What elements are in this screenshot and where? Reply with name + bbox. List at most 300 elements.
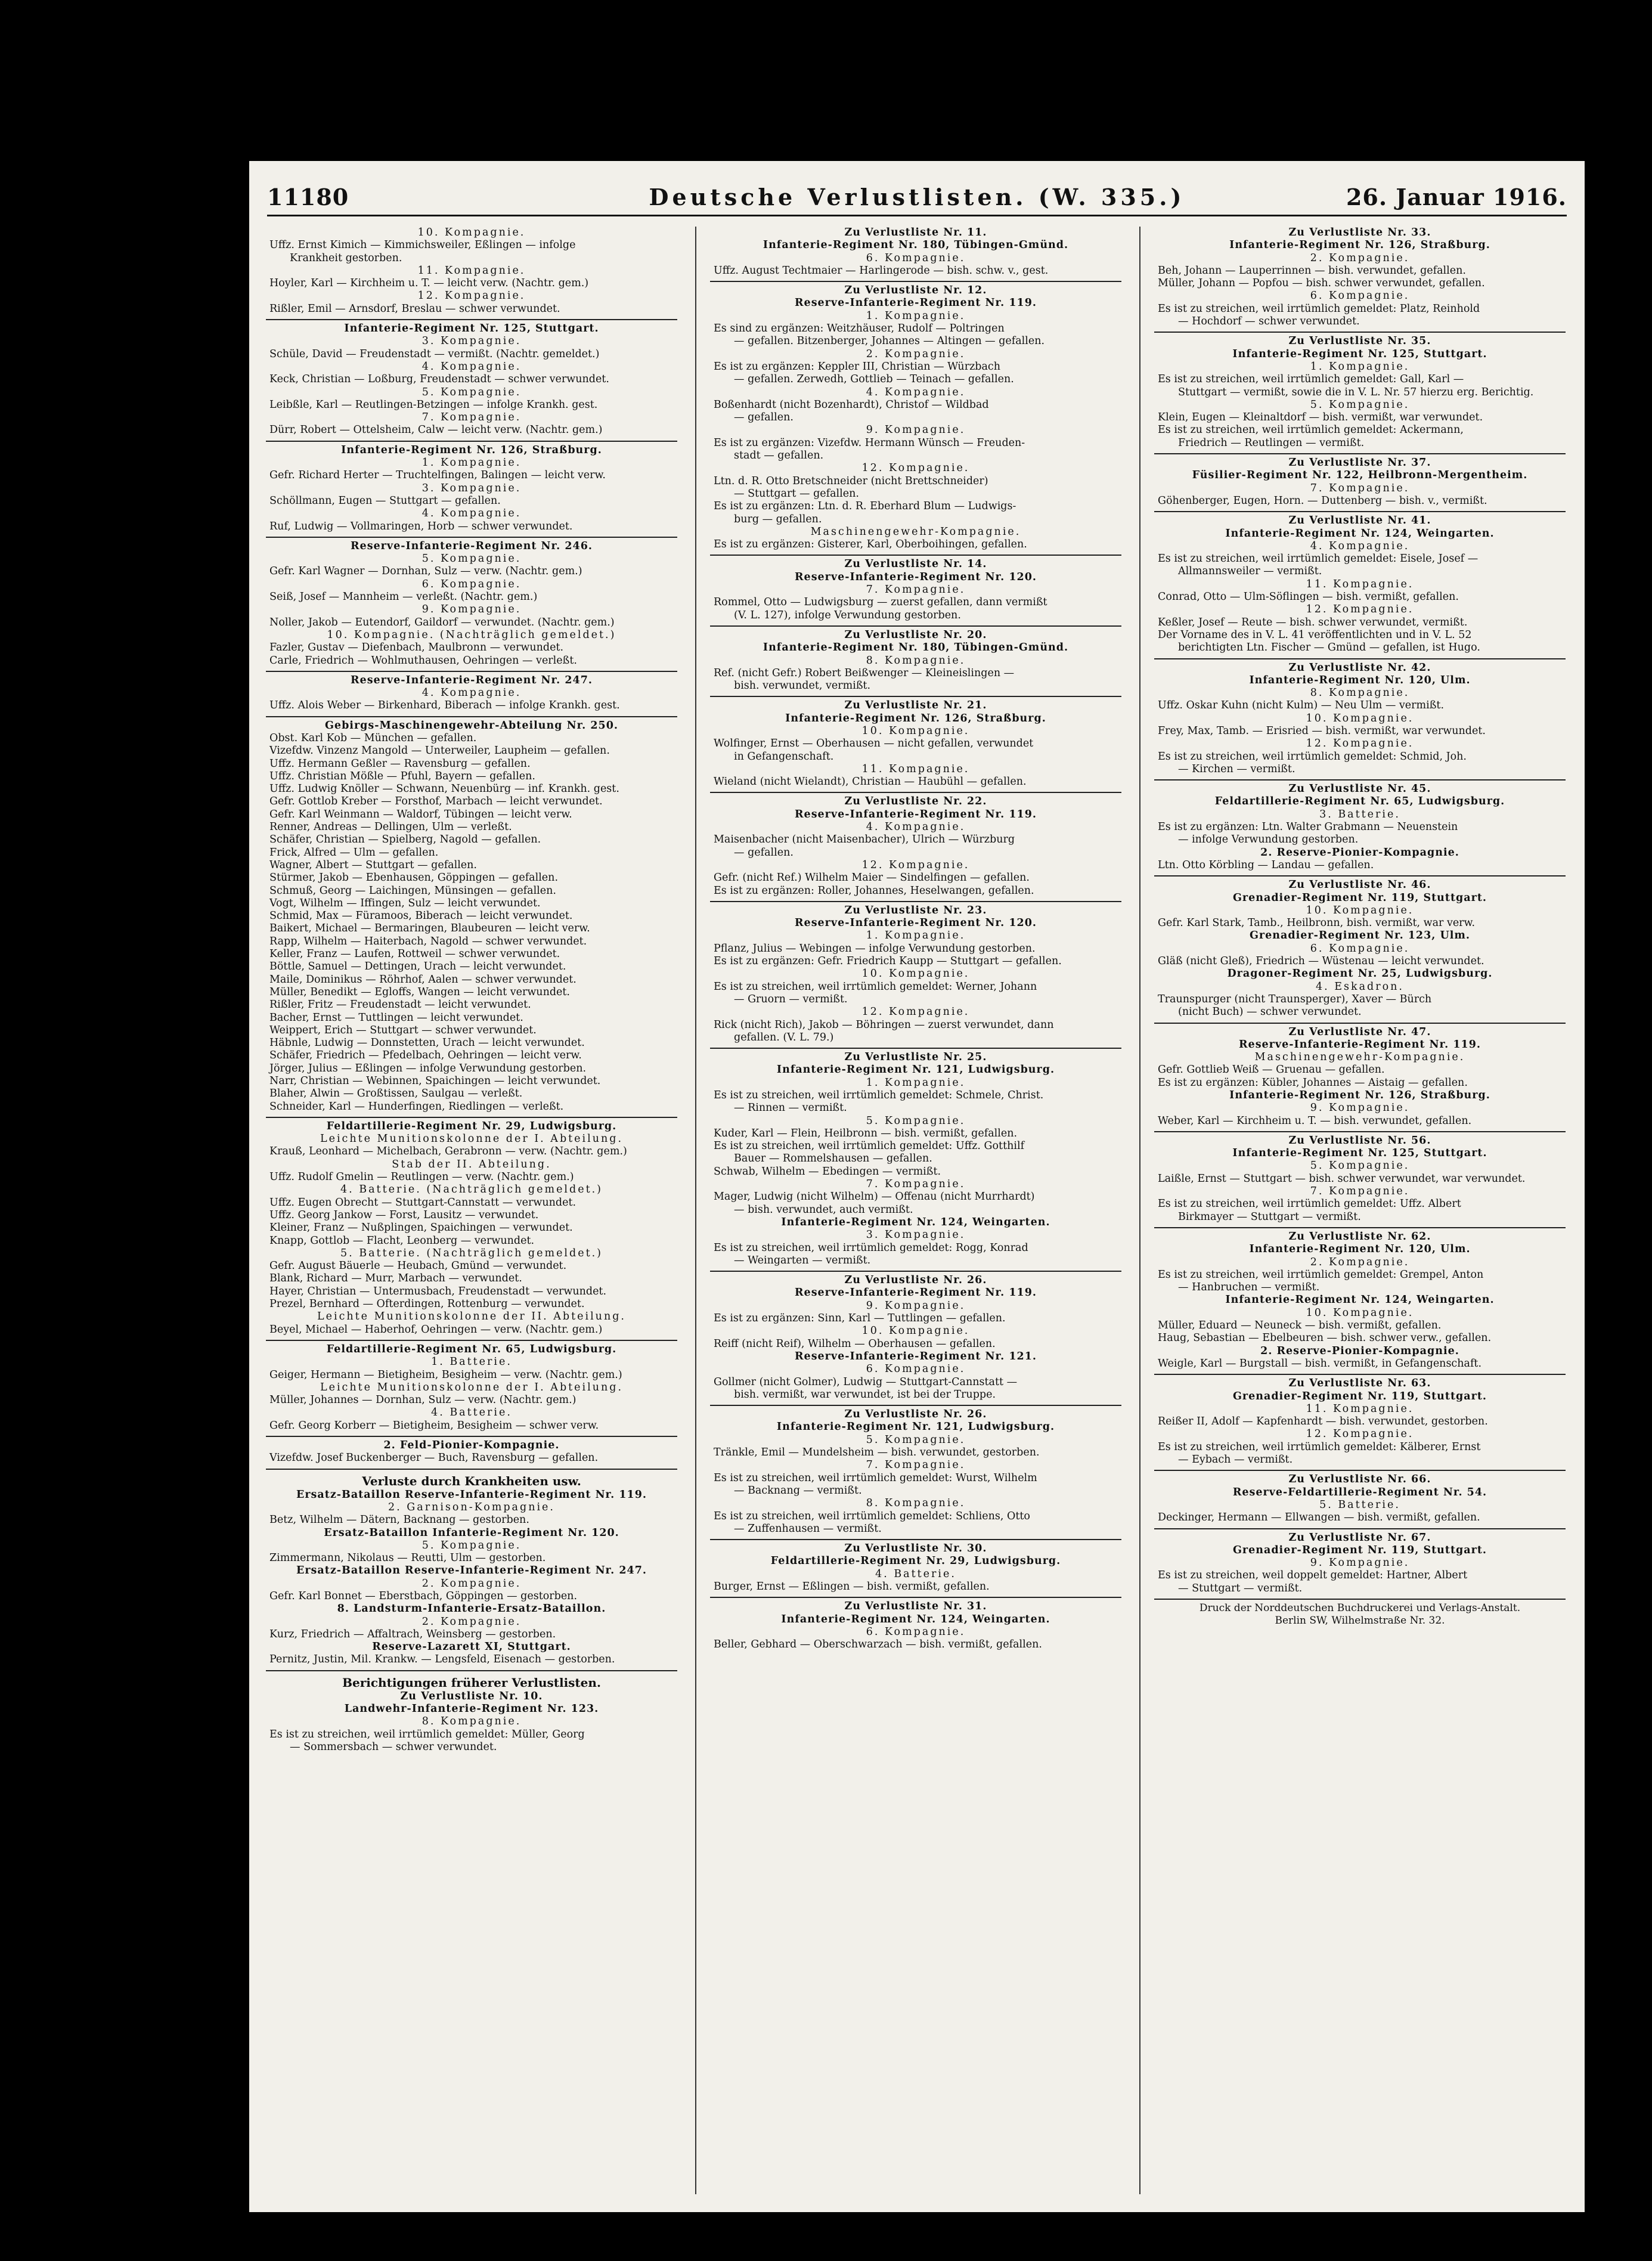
entry-line: Gefr. Gottlob Kreber — Forsthof, Marbach — leicht verwundet. — [269, 795, 603, 808]
section-heading: Dragoner-Regiment Nr. 25, Ludwigsburg. — [1227, 968, 1493, 980]
section-heading: Zu Verlustliste Nr. 26. — [844, 1408, 987, 1421]
section-heading: Ersatz-Bataillon Reserve-Infanterie-Regiment Nr. 119. — [296, 1488, 647, 1501]
entry-line: Uffz. Ernst Kimich — Kimmichsweiler, Eßlingen — infolge — [269, 239, 576, 252]
entry-line: Schwab, Wilhelm — Ebedingen — vermißt. — [714, 1165, 941, 1178]
entry-line: Jörger, Julius — Eßlingen — infolge Verwundung gestorben. — [269, 1062, 587, 1074]
section-heading: Infanterie-Regiment Nr. 124, Weingarten. — [781, 1216, 1050, 1228]
entry-line: Es ist zu ergänzen: Keppler III, Christian — Würzbach — [714, 360, 1000, 373]
section-rule — [266, 537, 677, 538]
section-rule — [710, 281, 1121, 282]
section-heading: Infanterie-Regiment Nr. 121, Ludwigsburg. — [776, 1064, 1055, 1076]
subsection-heading: 7. Kompagnie. — [1310, 1185, 1410, 1198]
entry-line: Der Vorname des in V. L. 41 veröffentlichten und in V. L. 52 — [1158, 628, 1472, 641]
column-middle — [710, 227, 1121, 2194]
section-heading: Reserve-Infanterie-Regiment Nr. 120. — [795, 917, 1037, 930]
issue-date: 26. Januar 1916. — [1346, 184, 1567, 210]
entry-line: Kleiner, Franz — Nußplingen, Spaichingen — verwundet. — [269, 1222, 573, 1234]
entry-line: Beyel, Michael — Haberhof, Oehringen — verw. (Nachtr. gem.) — [269, 1323, 603, 1336]
entry-continuation: — Eybach — vermißt. — [1178, 1454, 1293, 1466]
column-divider — [1139, 227, 1140, 2194]
subsection-heading: 2. Kompagnie. — [1310, 1256, 1410, 1268]
subsection-heading: 3. Batterie. — [1319, 808, 1400, 820]
entry-line: Gefr. Karl Weinmann — Waldorf, Tübingen — leicht verw. — [269, 808, 572, 820]
entry-line: Knapp, Gottlob — Flacht, Leonberg — verwundet. — [269, 1234, 535, 1247]
entry-line: Schmuß, Georg — Laichingen, Münsingen — gefallen. — [269, 884, 556, 897]
entry-line: Häbnle, Ludwig — Donnstetten, Urach — leicht verwundet. — [269, 1037, 585, 1049]
entry-continuation: — infolge Verwundung gestorben. — [1178, 834, 1359, 846]
entry-line: Müller, Johannes — Dornhan, Sulz — verw. (Nachtr. gem.) — [269, 1394, 577, 1407]
entry-line: Rißler, Fritz — Freudenstadt — leicht verwundet. — [269, 999, 531, 1011]
subsection-heading: 4. Batterie. — [431, 1407, 512, 1419]
section-heading: Grenadier-Regiment Nr. 123, Ulm. — [1249, 930, 1470, 942]
subsection-heading: 10. Kompagnie. — [1306, 904, 1414, 916]
entry-continuation: — Kirchen — vermißt. — [1178, 763, 1295, 775]
section-heading: Gebirgs-Maschinengewehr-Abteilung Nr. 250. — [324, 719, 618, 732]
section-rule — [266, 1670, 677, 1671]
entry-line: Stürmer, Jakob — Ebenhausen, Göppingen — gefallen. — [269, 872, 559, 884]
entry-line: Keller, Franz — Laufen, Rottweil — schwer verwundet. — [269, 948, 560, 961]
section-heading: Zu Verlustliste Nr. 67. — [1288, 1531, 1431, 1544]
subsection-heading: 6. Kompagnie. — [866, 252, 966, 264]
section-heading: Reserve-Infanterie-Regiment Nr. 121. — [795, 1350, 1037, 1362]
section-heading: Zu Verlustliste Nr. 26. — [844, 1274, 987, 1287]
subsection-heading: 3. Kompagnie. — [421, 335, 522, 348]
entry-continuation: — gefallen. Bitzenberger, Johannes — Altingen — gefallen. — [734, 335, 1045, 348]
subsection-heading: Leichte Munitionskolonne der II. Abteilung. — [317, 1311, 626, 1323]
entry-line: Wieland (nicht Wielandt), Christian — Haubühl — gefallen. — [714, 776, 1027, 788]
subsection-heading: 12. Kompagnie. — [1306, 603, 1414, 616]
subsection-heading: 4. Kompagnie. — [866, 386, 966, 398]
entry-line: Rapp, Wilhelm — Haiterbach, Nagold — schwer verwundet. — [269, 935, 587, 947]
section-heading: Zu Verlustliste Nr. 14. — [844, 558, 987, 571]
entry-line: Deckinger, Hermann — Ellwangen — bish. vermißt, gefallen. — [1158, 1512, 1480, 1524]
entry-line: Pernitz, Justin, Mil. Krankw. — Lengsfeld, Eisenach — gestorben. — [269, 1653, 615, 1666]
subsection-heading: 11. Kompagnie. — [1306, 1402, 1414, 1415]
section-heading: Feldartillerie-Regiment Nr. 65, Ludwigsburg. — [1214, 795, 1505, 808]
page-number: 11180 — [267, 184, 349, 210]
subsection-heading: 2. Kompagnie. — [421, 1577, 522, 1590]
entry-line: Es ist zu ergänzen: Gisterer, Karl, Oberboihingen, gefallen. — [714, 538, 1027, 551]
entry-continuation: (V. L. 127), infolge Verwundung gestorben. — [734, 609, 961, 621]
entry-line: Maile, Dominikus — Röhrhof, Aalen — schwer verwundet. — [269, 973, 577, 986]
section-rule — [266, 1117, 677, 1118]
entry-continuation: — gefallen. — [734, 411, 794, 424]
subsection-heading: 10. Kompagnie. — [861, 724, 970, 737]
entry-continuation: stadt — gefallen. — [734, 450, 824, 462]
subsection-heading: 12. Kompagnie. — [861, 859, 970, 871]
section-heading: Reserve-Infanterie-Regiment Nr. 119. — [795, 297, 1037, 309]
subsection-heading: 4. Batterie. — [875, 1568, 956, 1580]
entry-continuation: Stuttgart — vermißt, sowie die in V. L. Nr. 57 hierzu erg. Berichtig. — [1178, 386, 1534, 398]
section-rule — [710, 555, 1121, 556]
entry-line: Uffz. Rudolf Gmelin — Reutlingen — verw. (Nachtr. gem.) — [269, 1171, 574, 1184]
entry-line: Es sind zu ergänzen: Weitzhäuser, Rudolf — Poltringen — [714, 323, 1005, 335]
bold-heading: Berichtigungen früherer Verlustlisten. — [342, 1675, 601, 1690]
subsection-heading: 10. Kompagnie. — [861, 1325, 970, 1337]
entry-line: Rommel, Otto — Ludwigsburg — zuerst gefallen, dann vermißt — [714, 596, 1047, 609]
entry-line: Schäfer, Friedrich — Pfedelbach, Oehringen — leicht verw. — [269, 1049, 582, 1062]
subsection-heading: 9. Kompagnie. — [1310, 1102, 1410, 1114]
entry-line: Seiß, Josef — Mannheim — verleßt. (Nachtr. gem.) — [269, 591, 538, 603]
entry-line: Rißler, Emil — Arnsdorf, Breslau — schwer verwundet. — [269, 302, 560, 315]
entry-continuation: — Gruorn — vermißt. — [734, 993, 848, 1005]
section-heading: Reserve-Lazarett XI, Stuttgart. — [372, 1641, 571, 1653]
entry-continuation: Friedrich — Reutlingen — vermißt. — [1178, 436, 1365, 449]
entry-line: Gefr. Karl Wagner — Dornhan, Sulz — verw. (Nachtr. gem.) — [269, 565, 582, 578]
section-heading: Infanterie-Regiment Nr. 126, Straßburg. — [1229, 239, 1490, 252]
section-heading: Infanterie-Regiment Nr. 124, Weingarten. — [1225, 1294, 1495, 1306]
column-left — [266, 227, 677, 2194]
section-rule — [266, 1340, 677, 1341]
entry-line: Dürr, Robert — Ottelsheim, Calw — leicht verw. (Nachtr. gem.) — [269, 424, 603, 436]
entry-line: Gefr. Richard Herter — Truchtelfingen, Balingen — leicht verw. — [269, 469, 606, 482]
entry-line: Baikert, Michael — Bermaringen, Blaubeuren — leicht verw. — [269, 922, 590, 935]
subsection-heading: 2. Kompagnie. — [1310, 252, 1410, 264]
entry-line: Weippert, Erich — Stuttgart — schwer verwundet. — [269, 1024, 537, 1036]
entry-line: Uffz. Ludwig Knöller — Schwann, Neuenbürg — inf. Krankh. gest. — [269, 783, 619, 795]
subsection-heading: 7. Kompagnie. — [866, 1178, 966, 1191]
section-heading: Infanterie-Regiment Nr. 124, Weingarten. — [781, 1613, 1050, 1625]
entry-line: Uffz. Alois Weber — Birkenhard, Biberach — infolge Krankh. gest. — [269, 699, 620, 712]
subsection-heading: 3. Kompagnie. — [421, 482, 522, 494]
entry-line: Schäfer, Christian — Spielberg, Nagold — gefallen. — [269, 834, 541, 846]
subsection-heading: 6. Kompagnie. — [421, 578, 522, 590]
entry-line: Conrad, Otto — Ulm-Söflingen — bish. vermißt, gefallen. — [1158, 591, 1459, 603]
subsection-heading: 5. Kompagnie. — [866, 1433, 966, 1446]
entry-line: Vogt, Wilhelm — Iffingen, Sulz — leicht verwundet. — [269, 897, 541, 909]
section-heading: Feldartillerie-Regiment Nr. 65, Ludwigsburg. — [326, 1343, 617, 1355]
section-heading: Zu Verlustliste Nr. 20. — [844, 628, 987, 641]
section-heading: Infanterie-Regiment Nr. 126, Straßburg. — [785, 712, 1046, 724]
entry-line: Gefr. Karl Bonnet — Eberstbach, Göppingen — gestorben. — [269, 1590, 578, 1602]
entry-line: Frick, Alfred — Ulm — gefallen. — [269, 846, 439, 859]
entry-line: Uffz. Eugen Obrecht — Stuttgart-Cannstatt — verwundet. — [269, 1196, 577, 1209]
section-heading: Infanterie-Regiment Nr. 125, Stuttgart. — [1232, 348, 1487, 360]
subsection-heading: 9. Kompagnie. — [866, 1299, 966, 1312]
subsection-heading: 8. Kompagnie. — [421, 1715, 522, 1728]
entry-line: Gefr. Georg Korberr — Bietigheim, Besigheim — schwer verw. — [269, 1419, 599, 1432]
entry-continuation: Krankheit gestorben. — [290, 252, 402, 264]
section-rule — [710, 625, 1121, 627]
section-rule — [266, 716, 677, 717]
entry-line: Uffz. Oskar Kuhn (nicht Kulm) — Neu Ulm — vermißt. — [1158, 699, 1445, 712]
section-heading: 2. Feld-Pionier-Kompagnie. — [383, 1439, 560, 1452]
section-heading: Zu Verlustliste Nr. 63. — [1288, 1377, 1431, 1390]
section-rule — [710, 696, 1121, 697]
subsection-heading: 10. Kompagnie. (Nachträglich gemeldet.) — [327, 628, 616, 641]
subsection-heading: 1. Kompagnie. — [421, 457, 522, 469]
entry-line: Frey, Max, Tamb. — Erisried — bish. vermißt, war verwundet. — [1158, 724, 1486, 737]
entry-line: Es ist zu streichen, weil irrtümlich gemeldet: Uffz. Albert — [1158, 1198, 1461, 1210]
entry-line: Blaher, Alwin — Großtissen, Saulgau — verleßt. — [269, 1088, 523, 1100]
subsection-heading: 11. Kompagnie. — [1306, 578, 1414, 590]
entry-line: Es ist zu ergänzen: Ltn. Walter Grabmann — Neuenstein — [1158, 821, 1458, 834]
entry-line: Schüle, David — Freudenstadt — vermißt. (Nachtr. gemeldet.) — [269, 348, 600, 360]
entry-line: Es ist zu streichen, weil irrtümlich gemeldet: Gall, Karl — — [1158, 373, 1464, 386]
entry-continuation: burg — gefallen. — [734, 513, 822, 525]
subsection-heading: 6. Kompagnie. — [1310, 942, 1410, 955]
entry-line: Göhenberger, Eugen, Horn. — Duttenberg — bish. v., vermißt. — [1158, 494, 1487, 507]
section-heading: Zu Verlustliste Nr. 11. — [844, 227, 987, 239]
entry-line: Wagner, Albert — Stuttgart — gefallen. — [269, 859, 477, 871]
subsection-heading: 5. Kompagnie. — [421, 553, 522, 565]
section-heading: 8. Landsturm-Infanterie-Ersatz-Bataillon. — [337, 1603, 606, 1615]
section-heading: Zu Verlustliste Nr. 62. — [1288, 1230, 1431, 1243]
entry-line: Gläß (nicht Gleß), Friedrich — Wüstenau — leicht verwundet. — [1158, 955, 1484, 968]
subsection-heading: 1. Kompagnie. — [866, 930, 966, 942]
section-heading: Zu Verlustliste Nr. 66. — [1288, 1473, 1431, 1486]
subsection-heading: 1. Kompagnie. — [866, 1076, 966, 1089]
section-heading: Zu Verlustliste Nr. 31. — [844, 1600, 987, 1613]
subsection-heading: 8. Kompagnie. — [866, 654, 966, 667]
entry-line: Es ist zu ergänzen: Kübler, Johannes — Aistaig — gefallen. — [1158, 1076, 1468, 1089]
entry-line: Noller, Jakob — Eutendorf, Gaildorf — verwundet. (Nachtr. gem.) — [269, 616, 615, 628]
entry-line: Haug, Sebastian — Ebelbeuren — bish. schwer verw., gefallen. — [1158, 1332, 1492, 1345]
section-heading: 2. Reserve-Pionier-Kompagnie. — [1260, 1345, 1459, 1357]
section-heading: Feldartillerie-Regiment Nr. 29, Ludwigsburg. — [770, 1555, 1061, 1568]
section-heading: Infanterie-Regiment Nr. 120, Ulm. — [1249, 674, 1471, 686]
entry-continuation: gefallen. (V. L. 79.) — [734, 1031, 834, 1043]
entry-line: Vizefdw. Vinzenz Mangold — Unterweiler, Laupheim — gefallen. — [269, 745, 610, 757]
entry-line: Müller, Benedikt — Egloffs, Wangen — leicht verwundet. — [269, 986, 570, 998]
section-rule — [710, 1048, 1121, 1049]
subsection-heading: 7. Kompagnie. — [1310, 482, 1410, 494]
section-heading: Zu Verlustliste Nr. 47. — [1288, 1026, 1431, 1038]
entry-line: Ltn. Otto Körbling — Landau — gefallen. — [1158, 859, 1374, 871]
section-heading: Reserve-Infanterie-Regiment Nr. 119. — [1239, 1038, 1481, 1051]
subsection-heading: 1. Batterie. — [431, 1356, 512, 1368]
section-heading: Zu Verlustliste Nr. 42. — [1288, 661, 1431, 674]
section-rule — [1154, 1470, 1566, 1471]
section-rule — [266, 1436, 677, 1437]
newspaper-page — [249, 161, 1585, 2212]
section-heading: Reserve-Infanterie-Regiment Nr. 119. — [795, 808, 1037, 820]
section-rule — [1154, 511, 1566, 512]
section-rule — [1154, 1131, 1566, 1132]
entry-line: Geiger, Hermann — Bietigheim, Besigheim — verw. (Nachtr. gem.) — [269, 1368, 622, 1381]
section-heading: Infanterie-Regiment Nr. 126, Straßburg. — [1229, 1089, 1490, 1101]
entry-line: Es ist zu streichen, weil irrtümlich gemeldet: Kälberer, Ernst — [1158, 1441, 1481, 1453]
section-heading: Zu Verlustliste Nr. 23. — [844, 904, 987, 916]
subsection-heading: Maschinengewehr-Kompagnie. — [810, 525, 1021, 538]
entry-line: Es ist zu streichen, weil irrtümlich gemeldet: Eisele, Josef — — [1158, 553, 1479, 565]
entry-line: Es ist zu ergänzen: Gefr. Friedrich Kaupp — Stuttgart — gefallen. — [714, 955, 1062, 968]
section-rule — [1154, 1023, 1566, 1024]
entry-line: Es ist zu streichen, weil irrtümlich gemeldet: Grempel, Anton — [1158, 1268, 1484, 1281]
imprint-line: Druck der Norddeutschen Buchdruckerei und Verlags-Anstalt. — [1199, 1602, 1521, 1614]
subsection-heading: 10. Kompagnie. — [861, 968, 970, 980]
subsection-heading: 5. Kompagnie. — [421, 1539, 522, 1551]
section-heading: Zu Verlustliste Nr. 21. — [844, 699, 987, 712]
section-heading: Zu Verlustliste Nr. 12. — [844, 284, 987, 297]
subsection-heading: Leichte Munitionskolonne der I. Abteilung. — [320, 1133, 624, 1145]
subsection-heading: 5. Kompagnie. — [1310, 398, 1410, 411]
entry-continuation: — Stuttgart — gefallen. — [734, 487, 859, 500]
subsection-heading: 4. Kompagnie. — [421, 687, 522, 699]
section-heading: Infanterie-Regiment Nr. 180, Tübingen-Gmünd. — [763, 642, 1069, 654]
entry-line: Es ist zu streichen, weil irrtümlich gemeldet: Schmele, Christ. — [714, 1089, 1044, 1101]
entry-continuation: bish. vermißt, war verwundet, ist bei der Truppe. — [734, 1388, 996, 1401]
entry-line: Schmid, Max — Füramoos, Biberach — leicht verwundet. — [269, 910, 573, 922]
section-heading: Reserve-Infanterie-Regiment Nr. 247. — [351, 674, 593, 686]
entry-line: Pflanz, Julius — Webingen — infolge Verwundung gestorben. — [714, 942, 1036, 955]
section-heading: Zu Verlustliste Nr. 33. — [1288, 227, 1431, 239]
entry-continuation: bish. verwundet, vermißt. — [734, 680, 871, 692]
subsection-heading: 9. Kompagnie. — [1310, 1557, 1410, 1569]
section-heading: Grenadier-Regiment Nr. 119, Stuttgart. — [1232, 1390, 1487, 1402]
subsection-heading: 12. Kompagnie. — [1306, 738, 1414, 750]
section-rule — [1154, 875, 1566, 876]
subsection-heading: 5. Batterie. — [1319, 1498, 1400, 1511]
subsection-heading: 5. Batterie. (Nachträglich gemeldet.) — [340, 1247, 603, 1259]
entry-continuation: — Zuffenhausen — vermißt. — [734, 1522, 882, 1535]
section-rule — [710, 901, 1121, 902]
section-heading: Infanterie-Regiment Nr. 125, Stuttgart. — [1232, 1147, 1487, 1160]
entry-line: Weber, Karl — Kirchheim u. T. — bish. verwundet, gefallen. — [1158, 1114, 1472, 1127]
subsection-heading: 12. Kompagnie. — [861, 462, 970, 475]
column-divider — [695, 227, 696, 2194]
entry-line: Leibßle, Karl — Reutlingen-Betzingen — infolge Krankh. gest. — [269, 398, 598, 411]
entry-line: Gefr. (nicht Ref.) Wilhelm Maier — Sindelfingen — gefallen. — [714, 872, 1030, 884]
entry-continuation: — Weingarten — vermißt. — [734, 1254, 871, 1266]
section-rule — [710, 1271, 1121, 1272]
section-heading: Feldartillerie-Regiment Nr. 29, Ludwigsburg. — [326, 1120, 617, 1132]
entry-continuation: — Sommersbach — schwer verwundet. — [290, 1740, 497, 1753]
entry-line: Gefr. Gottlieb Weiß — Gruenau — gefallen. — [1158, 1064, 1385, 1076]
entry-line: Es ist zu streichen, weil irrtümlich gemeldet: Platz, Reinhold — [1158, 302, 1480, 315]
section-heading: Ersatz-Bataillon Infanterie-Regiment Nr. 120. — [324, 1526, 619, 1539]
section-heading: Zu Verlustliste Nr. 46. — [1288, 879, 1431, 891]
entry-line: Müller, Eduard — Neuneck — bish. vermißt, gefallen. — [1158, 1320, 1442, 1332]
subsection-heading: 5. Kompagnie. — [866, 1114, 966, 1127]
section-rule — [1154, 1599, 1566, 1600]
section-heading: Zu Verlustliste Nr. 35. — [1288, 335, 1431, 348]
subsection-heading: 8. Kompagnie. — [866, 1497, 966, 1510]
entry-line: Es ist zu streichen, weil irrtümlich gemeldet: Werner, Johann — [714, 980, 1037, 993]
subsection-heading: 8. Kompagnie. — [1310, 687, 1410, 699]
imprint-line: Berlin SW, Wilhelmstraße Nr. 32. — [1275, 1615, 1445, 1627]
entry-continuation: — Hanbruchen — vermißt. — [1178, 1281, 1320, 1294]
section-rule — [1154, 1374, 1566, 1375]
section-rule — [1154, 779, 1566, 780]
subsection-heading: Maschinengewehr-Kompagnie. — [1254, 1051, 1465, 1064]
subsection-heading: 4. Kompagnie. — [421, 507, 522, 520]
entry-line: Uffz. Hermann Geßler — Ravensburg — gefallen. — [269, 757, 531, 770]
entry-continuation: in Gefangenschaft. — [734, 750, 834, 763]
entry-line: Ref. (nicht Gefr.) Robert Beißwenger — Kleineislingen — — [714, 667, 1015, 679]
subsection-heading: 12. Kompagnie. — [1306, 1428, 1414, 1441]
section-heading: Zu Verlustliste Nr. 45. — [1288, 783, 1431, 795]
entry-continuation: — Hochdorf — schwer verwundet. — [1178, 315, 1360, 328]
section-rule — [710, 1597, 1121, 1598]
section-rule — [710, 792, 1121, 793]
section-rule — [1154, 332, 1566, 333]
entry-continuation: Birkmayer — Stuttgart — vermißt. — [1178, 1210, 1361, 1223]
entry-line: Schöllmann, Eugen — Stuttgart — gefallen. — [269, 494, 501, 507]
section-rule — [266, 441, 677, 442]
entry-line: Gefr. August Bäuerle — Heubach, Gmünd — verwundet. — [269, 1260, 567, 1272]
subsection-heading: 7. Kompagnie. — [866, 1459, 966, 1472]
section-heading: Infanterie-Regiment Nr. 126, Straßburg. — [341, 444, 602, 456]
entry-line: Schneider, Karl — Hunderfingen, Riedlingen — verleßt. — [269, 1100, 564, 1113]
entry-line: Reißer II, Adolf — Kapfenhardt — bish. verwundet, gestorben. — [1158, 1416, 1488, 1428]
entry-continuation: Allmannsweiler — vermißt. — [1178, 565, 1322, 578]
publication-title: Deutsche Verlustlisten. (W. 335.) — [649, 184, 1185, 210]
section-heading: Zu Verlustliste Nr. 25. — [844, 1051, 987, 1064]
entry-line: Gollmer (nicht Golmer), Ludwig — Stuttgart-Cannstatt — — [714, 1376, 1018, 1388]
subsection-heading: 9. Kompagnie. — [866, 424, 966, 436]
entry-line: Müller, Johann — Popfou — bish. schwer verwundet, gefallen. — [1158, 277, 1485, 290]
entry-continuation: — Rinnen — vermißt. — [734, 1102, 847, 1114]
subsection-heading: 6. Kompagnie. — [1310, 290, 1410, 302]
entry-line: Uffz. Christian Mößle — Pfuhl, Bayern — gefallen. — [269, 770, 535, 782]
subsection-heading: 10. Kompagnie. — [1306, 712, 1414, 724]
entry-line: Es ist zu streichen, weil irrtümlich gemeldet: Rogg, Konrad — [714, 1241, 1028, 1254]
entry-line: Es ist zu streichen, weil doppelt gemeldet: Hartner, Albert — [1158, 1569, 1468, 1582]
subsection-heading: 12. Kompagnie. — [861, 1006, 970, 1018]
entry-line: Traunspurger (nicht Traunsperger), Xaver — Bürch — [1158, 993, 1432, 1005]
section-heading: Zu Verlustliste Nr. 30. — [844, 1543, 987, 1555]
entry-line: Renner, Andreas — Dellingen, Ulm — verleßt. — [269, 821, 512, 834]
entry-line: Mager, Ludwig (nicht Wilhelm) — Offenau (nicht Murrhardt) — [714, 1191, 1035, 1203]
section-heading: Landwehr-Infanterie-Regiment Nr. 123. — [344, 1703, 599, 1715]
entry-line: Keck, Christian — Loßburg, Freudenstadt — schwer verwundet. — [269, 373, 609, 386]
entry-line: Es ist zu streichen, weil irrtümlich gemeldet: Uffz. Gotthilf — [714, 1140, 1025, 1153]
entry-line: Kuder, Karl — Flein, Heilbronn — bish. vermißt, gefallen. — [714, 1127, 1018, 1139]
entry-line: Uffz. Georg Jankow — Forst, Lausitz — verwundet. — [269, 1209, 539, 1221]
entry-line: Narr, Christian — Webinnen, Spaichingen — leicht verwundet. — [269, 1075, 601, 1087]
section-rule — [266, 319, 677, 320]
subsection-heading: 5. Kompagnie. — [421, 386, 522, 398]
entry-line: Es ist zu ergänzen: Sinn, Karl — Tuttlingen — gefallen. — [714, 1312, 1006, 1325]
section-rule — [710, 1539, 1121, 1540]
entry-line: Beller, Gebhard — Oberschwarzach — bish. vermißt, gefallen. — [714, 1639, 1042, 1651]
entry-line: Bacher, Ernst — Tuttlingen — leicht verwundet. — [269, 1011, 523, 1024]
section-heading: Zu Verlustliste Nr. 37. — [1288, 457, 1431, 469]
entry-line: Es ist zu streichen, weil irrtümlich gemeldet: Ackermann, — [1158, 424, 1464, 436]
entry-line: Beh, Johann — Lauperrinnen — bish. verwundet, gefallen. — [1158, 264, 1466, 277]
entry-line: Rick (nicht Rich), Jakob — Böhringen — zuerst verwundet, dann — [714, 1018, 1054, 1031]
entry-line: Es ist zu ergänzen: Vizefdw. Hermann Wünsch — Freuden- — [714, 436, 1025, 449]
entry-continuation: berichtigten Ltn. Fischer — Gmünd — gefallen, ist Hugo. — [1178, 642, 1480, 654]
column-right — [1154, 227, 1566, 2194]
subsection-heading: 2. Kompagnie. — [866, 348, 966, 360]
entry-line: Vizefdw. Josef Buckenberger — Buch, Ravensburg — gefallen. — [269, 1452, 599, 1464]
page-header — [267, 179, 1567, 216]
subsection-heading: 11. Kompagnie. — [861, 763, 970, 775]
subsection-heading: 7. Kompagnie. — [421, 411, 522, 424]
entry-line: Obst. Karl Kob — München — gefallen. — [269, 732, 477, 744]
entry-line: Boßenhardt (nicht Bozenhardt), Christof — Wildbad — [714, 398, 989, 411]
entry-continuation: — gefallen. Zerwedh, Gottlieb — Teinach — gefallen. — [734, 373, 1014, 386]
entry-continuation: — gefallen. — [734, 846, 794, 859]
section-rule — [266, 671, 677, 672]
subsection-heading: 4. Eskadron. — [1316, 980, 1404, 993]
section-heading: Infanterie-Regiment Nr. 125, Stuttgart. — [344, 323, 599, 335]
entry-line: Uffz. August Techtmaier — Harlingerode — bish. schw. v., gest. — [714, 264, 1049, 277]
subsection-heading: 4. Kompagnie. — [421, 360, 522, 373]
section-heading: 2. Reserve-Pionier-Kompagnie. — [1260, 846, 1459, 859]
entry-line: Prezel, Bernhard — Ofterdingen, Rottenburg — verwundet. — [269, 1298, 585, 1311]
subsection-heading: 11. Kompagnie. — [417, 264, 526, 277]
section-heading: Zu Verlustliste Nr. 22. — [844, 795, 987, 808]
section-heading: Reserve-Infanterie-Regiment Nr. 246. — [351, 540, 593, 552]
section-heading: Infanterie-Regiment Nr. 180, Tübingen-Gmünd. — [763, 239, 1069, 252]
entry-line: Reiff (nicht Reif), Wilhelm — Oberhausen — gefallen. — [714, 1337, 996, 1350]
section-heading: Reserve-Feldartillerie-Regiment Nr. 54. — [1232, 1486, 1487, 1498]
entry-line: Fazler, Gustav — Diefenbach, Maulbronn — verwundet. — [269, 642, 564, 654]
entry-line: Laißle, Ernst — Stuttgart — bish. schwer verwundet, war verwundet. — [1158, 1172, 1526, 1185]
